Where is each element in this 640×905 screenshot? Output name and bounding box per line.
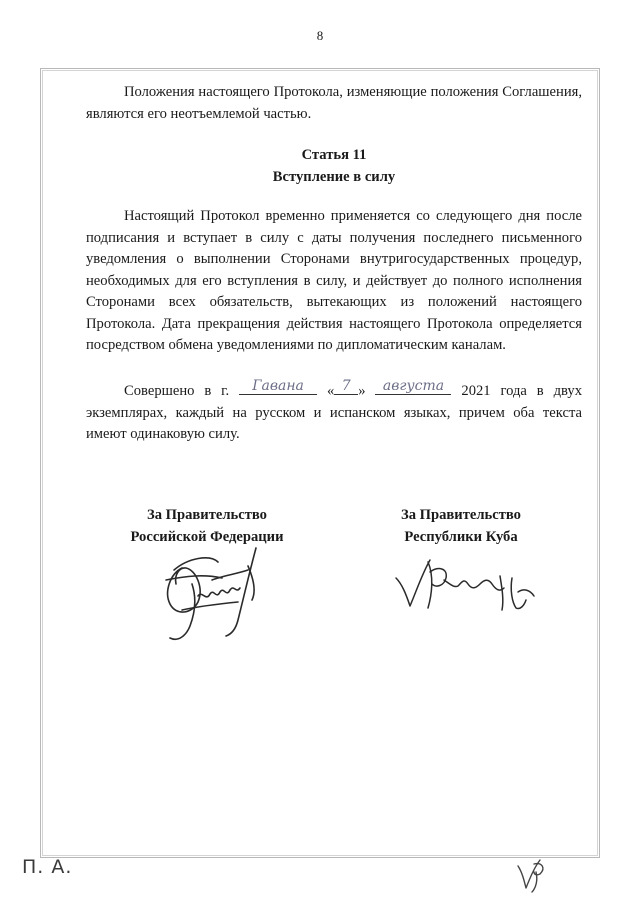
day-close-quote: » <box>358 383 366 399</box>
article-number: Статья 11 <box>301 147 367 163</box>
signature-russia <box>152 540 272 648</box>
signatory-label-cuba-line1: За Правительство <box>401 507 521 523</box>
city-blank <box>239 378 317 395</box>
paragraph-done-at <box>86 378 582 446</box>
initials-bottom-left: П. А. <box>22 856 73 878</box>
page-number: 8 <box>316 28 324 43</box>
day-blank <box>334 378 358 395</box>
done-at-prefix: Совершено в г. <box>124 383 230 399</box>
day-open-quote: « <box>326 383 335 399</box>
paragraph-amendments: Положения настоящего Протокола, изменяющие положения Соглашения, являются его неотъемлемой частью. <box>86 84 582 122</box>
signature-block-cuba <box>346 505 576 548</box>
month-blank <box>375 378 451 395</box>
article-heading <box>86 145 582 188</box>
done-at-rest: 2021 года в двух экземплярах, каждый на русском и испанском языках, причем оба текста имеют одинаковую силу. <box>86 383 583 442</box>
signatory-label-cuba-line2: Республики Куба <box>404 528 518 545</box>
handwritten-day: 7 <box>341 378 351 394</box>
signatory-label-russia-line1: За Правительство <box>147 507 267 523</box>
signature-cuba <box>392 548 542 620</box>
signatory-label-russia-line2: Российской Федерации <box>130 528 284 545</box>
paragraph-entry-into-force: Настоящий Протокол временно применяется со следующего дня после подписания и вступает в силу с даты получения последнего письменного уведомления о выполнении Сторонами внутригосударственных процедур, необходимых для его вступления в силу, и действует до полного исполнения Сторонами всех обязательств, вытекающих из положений настоящего Протокола. Дата прекращения действия настоящего Протокола определяется посредством обмена уведомлениями по дипломатическим каналам. <box>86 208 582 353</box>
article-title: Вступление в силу <box>272 168 396 185</box>
initial-bottom-right <box>514 854 550 894</box>
handwritten-month: августа <box>382 378 445 394</box>
handwritten-city: Гавана <box>252 378 304 394</box>
